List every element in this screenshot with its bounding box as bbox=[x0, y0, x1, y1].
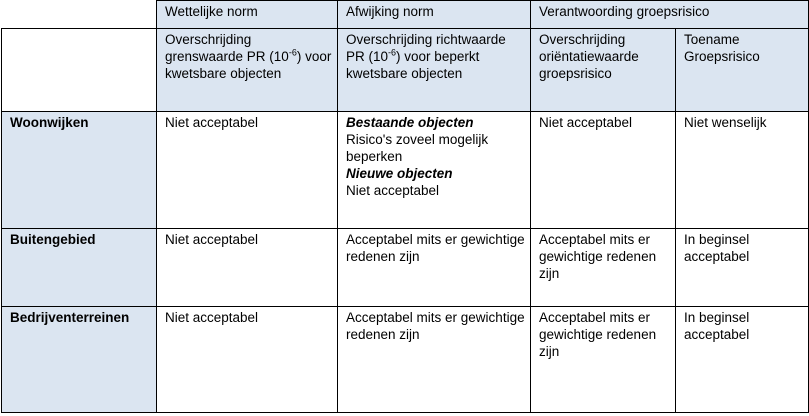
header-wettelijke-norm: Wettelijke norm bbox=[157, 1, 338, 29]
cell-text-niet-acceptabel: Niet acceptabel bbox=[346, 183, 440, 198]
cell-woonwijken-richtwaarde bbox=[338, 112, 531, 229]
norm-table bbox=[1, 0, 809, 413]
cell-heading-nieuwe-objecten: Nieuwe objecten bbox=[346, 166, 453, 181]
subheader-grenswaarde-text: Overschrijding grenswaarde PR (10 bbox=[165, 32, 289, 64]
cell-buitengebied-richtwaarde: Acceptabel mits er gewichtige redenen zijn bbox=[338, 229, 531, 307]
subheader-grenswaarde bbox=[157, 29, 338, 112]
table-group-header-row bbox=[2, 1, 809, 29]
cell-woonwijken-grenswaarde: Niet acceptabel bbox=[157, 112, 338, 229]
subheader-orientatiewaarde: Overschrijding oriëntatiewaarde groepsrisico bbox=[531, 29, 676, 112]
subheader-richtwaarde bbox=[338, 29, 531, 112]
table-row bbox=[2, 307, 809, 413]
cell-heading-bestaande-objecten: Bestaande objecten bbox=[346, 115, 474, 130]
subheader-richtwaarde-exponent: -6 bbox=[388, 47, 397, 58]
subheader-grenswaarde-text-end: ) voor kwetsbare objecten bbox=[165, 49, 332, 81]
row-label-woonwijken: Woonwijken bbox=[2, 112, 157, 229]
row-label-buitengebied: Buitengebied bbox=[2, 229, 157, 307]
table-row bbox=[2, 229, 809, 307]
table-row bbox=[2, 112, 809, 229]
cell-bedrijventerreinen-orientatiewaarde: Acceptabel mits er gewichtige redenen zijn bbox=[531, 307, 676, 413]
header-verantwoording-groepsrisico: Verantwoording groepsrisico bbox=[531, 1, 809, 29]
table-sub-header-row bbox=[2, 29, 809, 112]
subheader-richtwaarde-text-end: ) voor beperkt kwetsbare objecten bbox=[346, 49, 480, 81]
row-label-bedrijventerreinen: Bedrijventerreinen bbox=[2, 307, 157, 413]
subheader-richtwaarde-text: Overschrijding richtwaarde PR (10 bbox=[346, 32, 506, 64]
subheader-grenswaarde-exponent: -6 bbox=[288, 47, 297, 58]
subheader-toename-groepsrisico: Toename Groepsrisico bbox=[676, 29, 809, 112]
cell-woonwijken-orientatiewaarde: Niet acceptabel bbox=[531, 112, 676, 229]
header-afwijking-norm: Afwijking norm bbox=[338, 1, 531, 29]
cell-bedrijventerreinen-grenswaarde: Niet acceptabel bbox=[157, 307, 338, 413]
cell-woonwijken-toename: Niet wenselijk bbox=[676, 112, 809, 229]
corner-cell bbox=[2, 1, 157, 29]
cell-buitengebied-orientatiewaarde: Acceptabel mits er gewichtige redenen zijn bbox=[531, 229, 676, 307]
empty-label-cell bbox=[2, 29, 157, 112]
cell-text-risicos-beperken: Risico's zoveel mogelijk beperken bbox=[346, 132, 489, 164]
cell-bedrijventerreinen-toename: In beginsel acceptabel bbox=[676, 307, 809, 413]
cell-buitengebied-grenswaarde: Niet acceptabel bbox=[157, 229, 338, 307]
cell-buitengebied-toename: In beginsel acceptabel bbox=[676, 229, 809, 307]
cell-bedrijventerreinen-richtwaarde: Acceptabel mits er gewichtige redenen zijn bbox=[338, 307, 531, 413]
